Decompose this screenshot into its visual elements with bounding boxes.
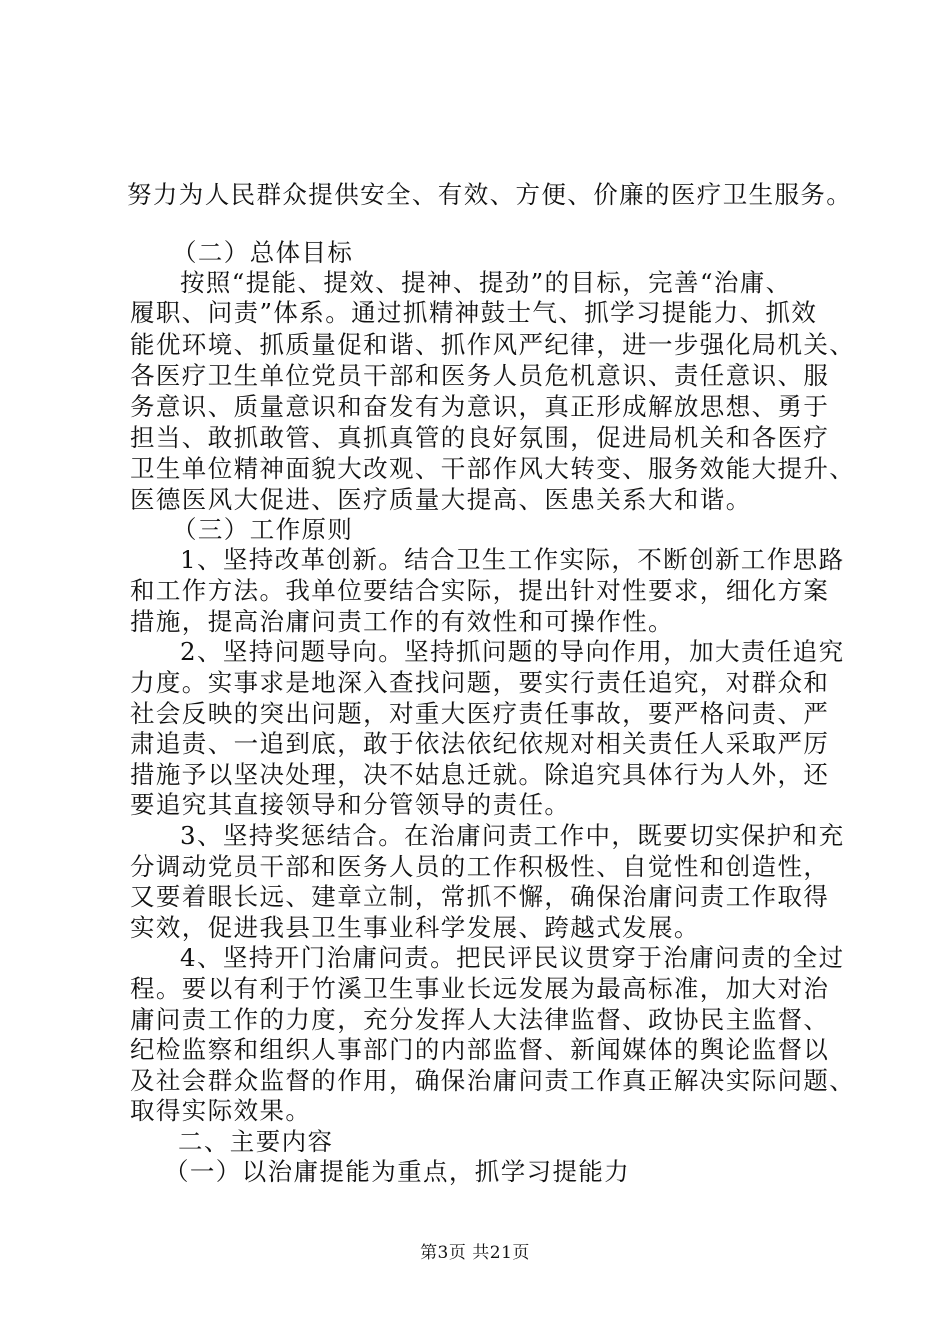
body-line: 按照“提能、提效、提神、提劲”的目标，完善“治庸、 [180,268,792,297]
body-line: 又要着眼长远、建章立制，常抓不懈，确保治庸问责工作取得 [130,882,830,911]
body-line: 和工作方法。我单位要结合实际，提出针对性要求，细化方案 [130,576,830,605]
body-line: 卫生单位精神面貌大改观、干部作风大转变、服务效能大提升、 [130,454,856,483]
body-line: 1、坚持改革创新。结合卫生工作实际，不断创新工作思路 [180,545,845,574]
body-line: 措施，提高治庸问责工作的有效性和可操作性。 [130,607,674,636]
body-line: 肃追责、一追到底，敢于依法依纪依规对相关责任人采取严厉 [130,729,830,758]
body-line: 要追究其直接领导和分管领导的责任。 [130,790,571,819]
body-line: 3、坚持奖惩结合。在治庸问责工作中，既要切实保护和充 [180,821,845,850]
body-line: 4、坚持开门治庸问责。把民评民议贯穿于治庸问责的全过 [180,943,845,972]
body-line: 社会反映的突出问题，对重大医疗责任事故，要严格问责、严 [130,699,830,728]
body-line: 担当、敢抓敢管、真抓真管的良好氛围，促进局机关和各医疗 [130,423,830,452]
section-heading: 二、主要内容 [178,1127,334,1156]
body-line: 取得实际效果。 [130,1096,312,1125]
page-number-footer: 第3页 共21页 [420,1243,530,1263]
subsection-heading: （一）以治庸提能为重点，抓学习提能力 [164,1157,631,1186]
body-line: 庸问责工作的力度，充分发挥人大法律监督、政协民主监督、 [130,1005,830,1034]
body-line: 纪检监察和组织人事部门的内部监督、新闻媒体的舆论监督以 [130,1035,830,1064]
body-line: 及社会群众监督的作用，确保治庸问责工作真正解决实际问题、 [130,1066,856,1095]
section-heading: （二）总体目标 [172,238,354,267]
body-line: 能优环境、抓质量促和谐、抓作风严纪律，进一步强化局机关、 [130,330,856,359]
body-line: 程。要以有利于竹溪卫生事业长远发展为最高标准，加大对治 [130,974,830,1003]
section-heading: （三）工作原则 [172,515,354,544]
body-line: 实效，促进我县卫生事业科学发展、跨越式发展。 [130,913,700,942]
body-line: 2、坚持问题导向。坚持抓问题的导向作用，加大责任追究 [180,637,845,666]
body-line: 分调动党员干部和医务人员的工作积极性、自觉性和创造性， [130,852,830,881]
body-line: 医德医风大促进、医疗质量大提高、医患关系大和谐。 [130,485,752,514]
body-line: 务意识、质量意识和奋发有为意识，真正形成解放思想、勇于 [130,392,830,421]
body-line: 力度。实事求是地深入查找问题，要实行责任追究，对群众和 [130,668,830,697]
body-line: 措施予以坚决处理，决不姑息迁就。除追究具体行为人外，还 [130,760,830,789]
body-line: 履职、问责”体系。通过抓精神鼓士气、抓学习提能力、抓效 [130,298,818,327]
body-line: 努力为人民群众提供安全、有效、方便、价廉的医疗卫生服务。 [127,180,853,209]
body-line: 各医疗卫生单位党员干部和医务人员危机意识、责任意识、服 [130,361,830,390]
